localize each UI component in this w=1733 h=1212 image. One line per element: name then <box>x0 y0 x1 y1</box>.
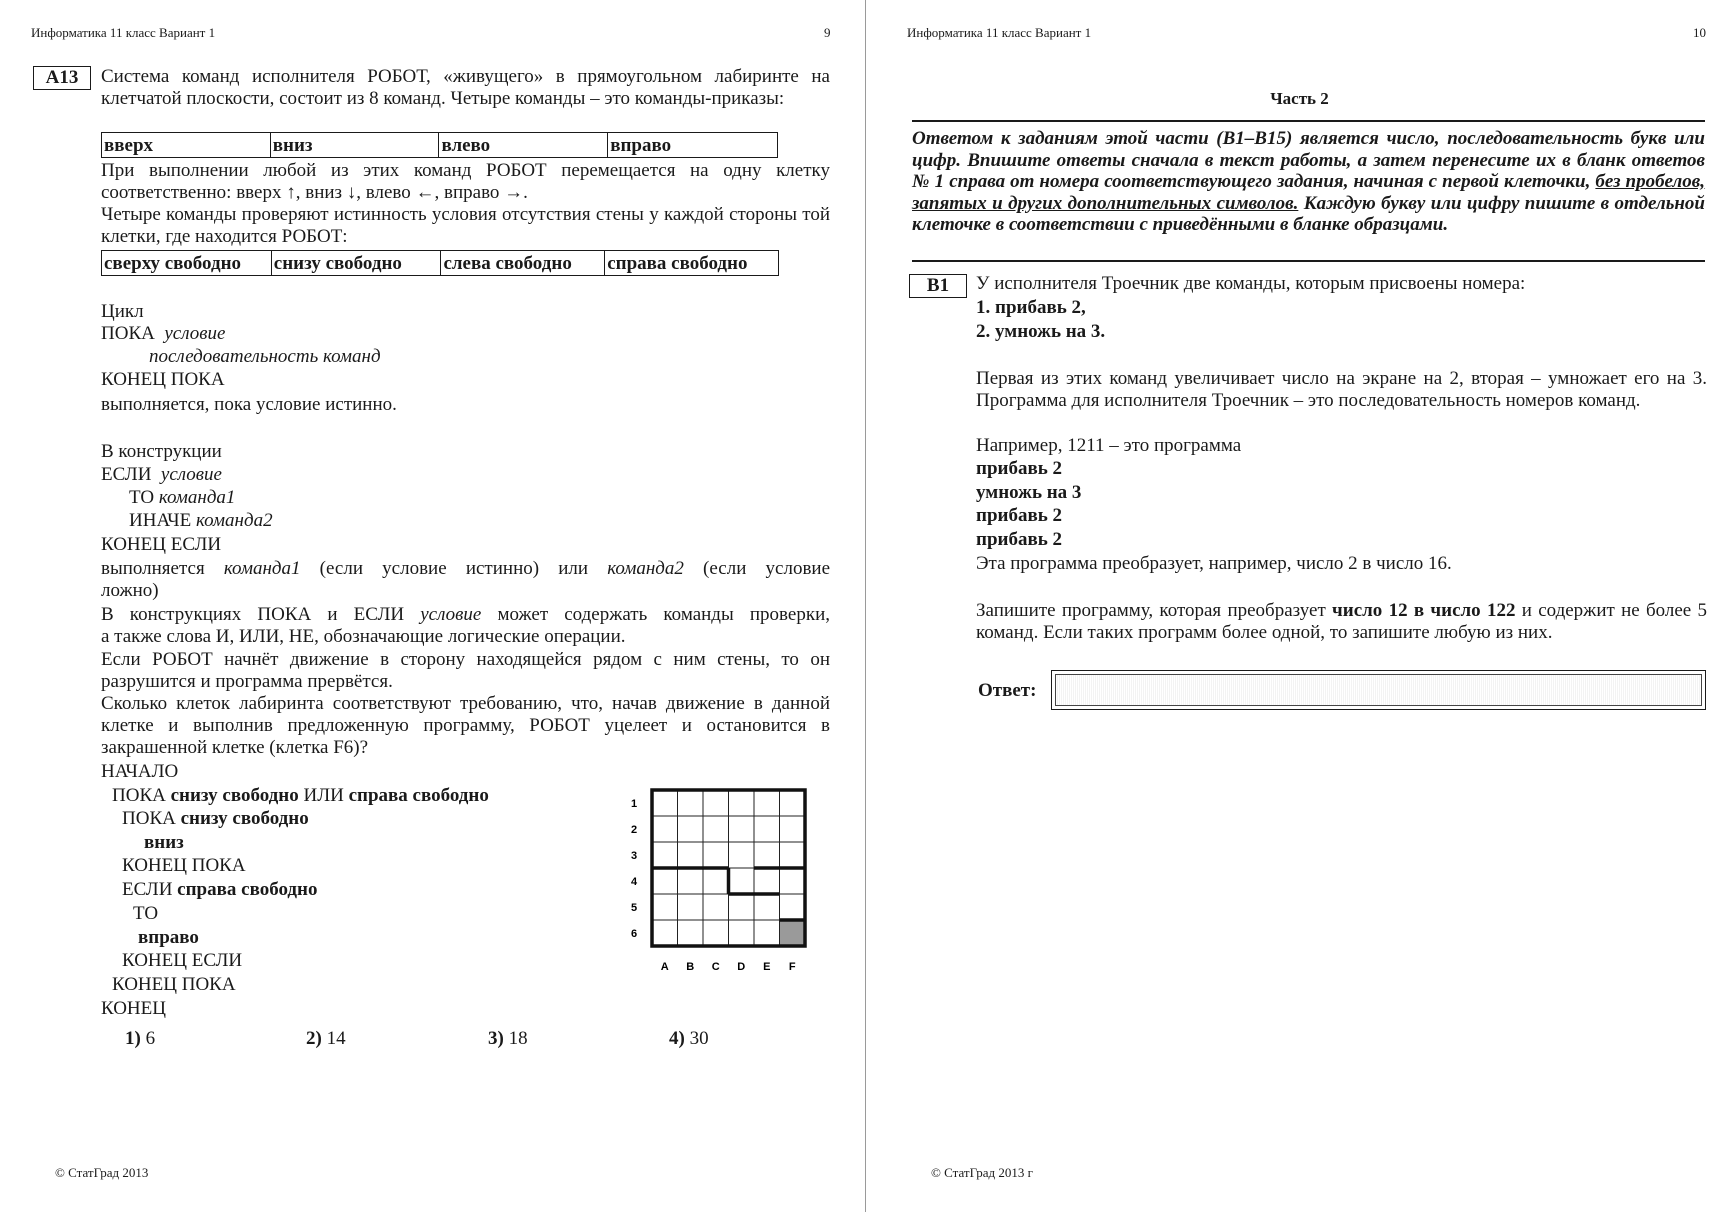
branch-l5: КОНЕЦ ЕСЛИ <box>101 534 222 555</box>
prog-line: КОНЕЦ <box>101 998 166 1019</box>
option-value: 18 <box>508 1028 528 1049</box>
text-bold: число 12 в число 122 <box>1332 600 1516 621</box>
check-commands-table <box>101 250 779 276</box>
row-label: 3 <box>630 850 638 862</box>
cmd-cell: снизу свободно <box>271 251 441 276</box>
text: может содержать команды проверки, <box>497 604 830 625</box>
move-desc-1: При выполнении любой из этих команд РОБОТ перемещается на одну клетку <box>101 160 830 181</box>
loop-l2 <box>101 323 225 345</box>
move-desc-2: соответственно: вверх ↑, вниз ↓, влево ←, вправо →. <box>101 182 528 203</box>
row-label: 1 <box>630 798 638 810</box>
keyword-italic: условие <box>160 464 222 485</box>
page-footer: © СтатГрад 2013 <box>55 1165 149 1180</box>
text: Ответом к заданиям этой части (B1–B15) является число, последовательность букв или цифр. Впишите ответы сначала в текст работы, а затем перенесите их в бланк ответов № 1 справа от номера соответствующего задания, начиная с первой клеточки, <box>912 128 1705 192</box>
text: (если условие истинно) или <box>319 558 589 579</box>
loop-l5: выполняется, пока условие истинно. <box>101 394 397 415</box>
keyword: ЕСЛИ <box>101 464 152 485</box>
keyword: ПОКА <box>122 808 176 829</box>
answer-input[interactable] <box>1055 674 1702 706</box>
loop-l3: последовательность команд <box>149 346 381 367</box>
cmd-cell: справа свободно <box>605 251 779 276</box>
part-instructions <box>912 128 1705 236</box>
keyword: ТО <box>129 487 155 508</box>
option-value: 14 <box>326 1028 346 1049</box>
rule-top <box>912 120 1705 122</box>
col-label: F <box>788 961 796 973</box>
cmd-cell: вверх <box>102 133 271 158</box>
cmd-cell: сверху свободно <box>102 251 272 276</box>
branch-l3 <box>129 487 235 509</box>
col-label: C <box>711 961 720 973</box>
b1-prog-line: прибавь 2 <box>976 505 1063 526</box>
maze-grid <box>620 780 810 980</box>
text: Каждую букву или цифру пишите в отдельной клеточке в соответствии с приведёнными в бланке образцами. <box>912 192 1705 235</box>
keyword-italic: команда1 <box>158 487 236 508</box>
b1-prog-line: умножь на 3 <box>976 482 1082 503</box>
row-label: 2 <box>630 824 638 836</box>
keyword: ПОКА <box>112 785 166 806</box>
text: В конструкциях ПОКА и ЕСЛИ <box>101 604 405 625</box>
option-3[interactable] <box>488 1028 528 1050</box>
prog-line: КОНЕЦ ЕСЛИ <box>122 950 243 971</box>
prog-line: КОНЕЦ ПОКА <box>122 855 246 876</box>
keyword-bold: справа свободно <box>177 879 318 900</box>
cmd-cell: вниз <box>270 133 439 158</box>
prog-line <box>122 808 309 830</box>
task-label-a13: A13 <box>33 66 91 90</box>
col-label: B <box>686 961 695 973</box>
col-label: A <box>660 961 669 973</box>
b1-example: Например, 1211 – это программа <box>976 435 1242 456</box>
prog-line: КОНЕЦ ПОКА <box>112 974 236 995</box>
b1-task <box>976 600 1707 644</box>
branch-l7: ложно) <box>101 580 159 601</box>
col-label: E <box>763 961 771 973</box>
keyword-bold: снизу свободно <box>170 785 299 806</box>
cmd-cell: слева свободно <box>441 251 605 276</box>
cond-line-2: а также слова И, ИЛИ, НЕ, обозначающие логические операции. <box>101 626 626 647</box>
b1-cmd1: 1. прибавь 2, <box>976 297 1086 318</box>
b1-cmd2: 2. умножь на 3. <box>976 321 1106 342</box>
text-italic: команда1 <box>223 558 301 579</box>
prog-line <box>112 785 489 807</box>
keyword: ЕСЛИ <box>122 879 173 900</box>
prog-line: НАЧАЛО <box>101 761 179 782</box>
page-header: Информатика 11 класс Вариант 1 <box>31 25 216 40</box>
task-label-b1: B1 <box>909 274 967 298</box>
option-number: 1) <box>125 1028 141 1049</box>
text-underlined: без пробелов, запятых и других дополнительных символов. <box>912 171 1706 214</box>
page-header: Информатика 11 класс Вариант 1 <box>907 25 1092 40</box>
option-value: 30 <box>689 1028 709 1049</box>
row-label: 5 <box>630 902 638 914</box>
b1-prog-line: прибавь 2 <box>976 458 1063 479</box>
task-intro: Система команд исполнителя РОБОТ, «живущего» в прямоугольном лабиринте на клетчатой плоскости, состоит из 8 команд. Четыре команды – это команды-приказы: <box>101 66 830 109</box>
option-1[interactable] <box>125 1028 155 1050</box>
shaded-cell <box>780 920 806 946</box>
prog-line: ТО <box>133 903 159 924</box>
keyword: ПОКА <box>101 323 155 344</box>
col-label: D <box>737 961 746 973</box>
text: (если условие <box>703 558 831 579</box>
page-footer: © СтатГрад 2013 г <box>931 1165 1033 1180</box>
cond-line-1 <box>101 604 830 626</box>
option-2[interactable] <box>306 1028 346 1050</box>
branch-l2 <box>101 464 222 486</box>
loop-l1: Цикл <box>101 301 144 322</box>
question: Сколько клеток лабиринта соответствуют требованию, что, начав движение в данной клетке и выполнив предложенную программу, РОБОТ уцелеет и остановится в закрашенной клетке (клетка F6)? <box>101 693 830 758</box>
answer-field[interactable] <box>1051 670 1706 710</box>
text-italic: команда2 <box>607 558 684 579</box>
page-10 <box>866 0 1733 1212</box>
b1-desc: Первая из этих команд увеличивает число на экране на 2, вторая – умножает его на 3. Программа для исполнителя Троечник – это последовательность номеров команд. <box>976 368 1707 411</box>
b1-intro: У исполнителя Троечник две команды, которым присвоены номера: <box>976 273 1526 294</box>
keyword-bold: справа свободно <box>348 785 489 806</box>
crash-desc: Если РОБОТ начнёт движение в сторону находящейся рядом с ним стены, то он разрушится и программа прервётся. <box>101 649 830 692</box>
prog-line <box>122 879 317 901</box>
check-desc: Четыре команды проверяют истинность условия отсутствия стены у каждой стороны той клетки, где находится РОБОТ: <box>101 204 830 247</box>
option-4[interactable] <box>669 1028 709 1050</box>
loop-l4: КОНЕЦ ПОКА <box>101 369 225 390</box>
option-number: 2) <box>306 1028 322 1049</box>
option-value: 6 <box>145 1028 156 1049</box>
page-number: 9 <box>824 25 831 40</box>
text: и содержит не более 5 команд. Если таких программ более одной, то запишите любую из них. <box>976 600 1708 643</box>
text: Запишите программу, которая преобразует <box>976 600 1326 621</box>
b1-prog-line: прибавь 2 <box>976 529 1063 550</box>
row-label: 4 <box>630 876 638 888</box>
branch-l4 <box>129 510 273 532</box>
part-title: Часть 2 <box>1270 89 1329 108</box>
branch-l6 <box>101 558 830 580</box>
keyword-italic: условие <box>164 323 226 344</box>
cmd-cell: влево <box>439 133 608 158</box>
prog-line: вниз <box>144 832 184 853</box>
option-number: 4) <box>669 1028 685 1049</box>
cmd-cell: вправо <box>608 133 778 158</box>
branch-l1: В конструкции <box>101 441 222 462</box>
row-label: 6 <box>630 928 638 940</box>
keyword: ИЛИ <box>303 785 344 806</box>
answer-label: Ответ: <box>978 680 1037 701</box>
page-number: 10 <box>1693 25 1706 40</box>
option-number: 3) <box>488 1028 504 1049</box>
move-commands-table <box>101 132 778 158</box>
prog-line: вправо <box>138 927 199 948</box>
keyword-italic: команда2 <box>195 510 273 531</box>
b1-result: Эта программа преобразует, например, число 2 в число 16. <box>976 553 1452 574</box>
page-9 <box>0 0 865 1212</box>
text-italic: условие <box>420 604 482 625</box>
text: выполняется <box>101 558 205 579</box>
keyword-bold: снизу свободно <box>180 808 309 829</box>
rule-bottom <box>912 260 1705 262</box>
keyword: ИНАЧЕ <box>129 510 192 531</box>
